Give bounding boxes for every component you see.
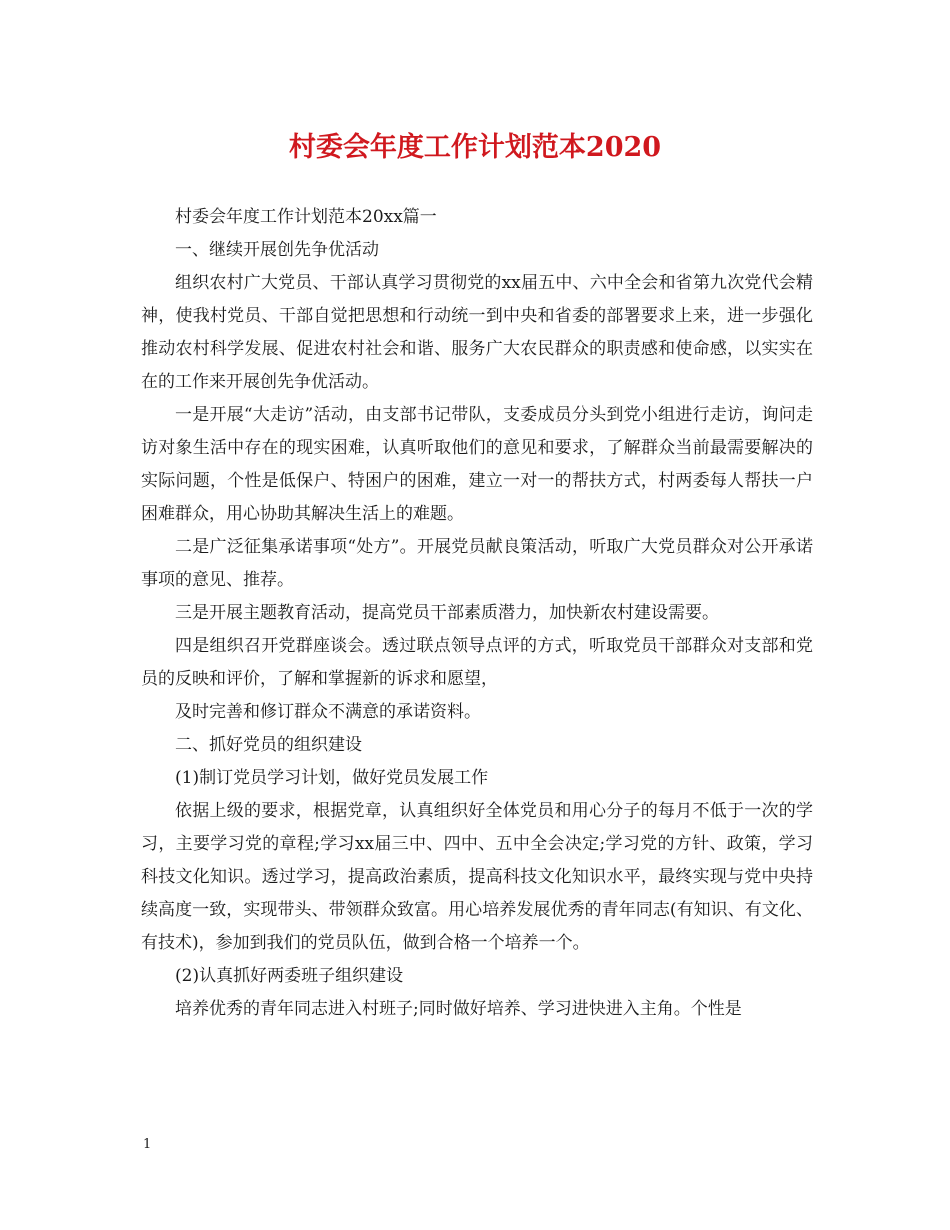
- subsection-heading: (2)认真抓好两委班子组织建设: [175, 966, 404, 986]
- subsection-heading: (1)制订党员学习计划，做好党员发展工作: [175, 768, 489, 788]
- paragraph: 依据上级的要求，根据党章，认真组织好全体党员和用心分子的每月不低于一次的学习，主要学习党的章程;学习xx届三中、四中、五中全会决定;学习党的方针、政策，学习科技文化知识。透过学习，提高政治素质，提高科技文化知识水平，最终实现与党中央持续高度一致，实现带头、带领群众致富。用心培养发展优秀的青年同志(有知识、有文化、有技术)，参加到我们的党员队伍，做到合格一个培养一个。: [141, 801, 813, 953]
- paragraph: 培养优秀的青年同志进入村班子;同时做好培养、学习进快进入主角。个性是: [175, 999, 742, 1019]
- paragraph: 三是开展主题教育活动，提高党员干部素质潜力，加快新农村建设需要。: [175, 603, 719, 623]
- paragraph: 村委会年度工作计划范本20xx篇一: [175, 207, 437, 227]
- document-body: [141, 201, 813, 1026]
- paragraph: 组织农村广大党员、干部认真学习贯彻党的xx届五中、六中全会和省第九次党代会精神，使我村党员、干部自觉把思想和行动统一到中央和省委的部署要求上来，进一步强化推动农村科学发展、促进农村社会和谐、服务广大农民群众的职责感和使命感，以实实在在的工作来开展创先争优活动。: [141, 273, 813, 392]
- page-number: 1: [143, 1137, 152, 1152]
- paragraph: 一是开展“大走访”活动，由支部书记带队，支委成员分头到党小组进行走访，询问走访对象生活中存在的现实困难，认真听取他们的意见和要求，了解群众当前最需要解决的实际问题，个性是低保户、特困户的困难，建立一对一的帮扶方式，村两委每人帮扶一户困难群众，用心协助其解决生活上的难题。: [141, 405, 813, 524]
- document-title: 村委会年度工作计划范本2020: [288, 132, 662, 163]
- paragraph: 及时完善和修订群众不满意的承诺资料。: [175, 702, 481, 722]
- section-heading: 一、继续开展创先争优活动: [175, 240, 379, 260]
- paragraph: 二是广泛征集承诺事项“处方”。开展党员献良策活动，听取广大党员群众对公开承诺事项的意见、推荐。: [141, 537, 813, 590]
- section-heading: 二、抓好党员的组织建设: [175, 735, 362, 755]
- paragraph: 四是组织召开党群座谈会。透过联点领导点评的方式，听取党员干部群众对支部和党员的反映和评价，了解和掌握新的诉求和愿望，: [141, 636, 813, 689]
